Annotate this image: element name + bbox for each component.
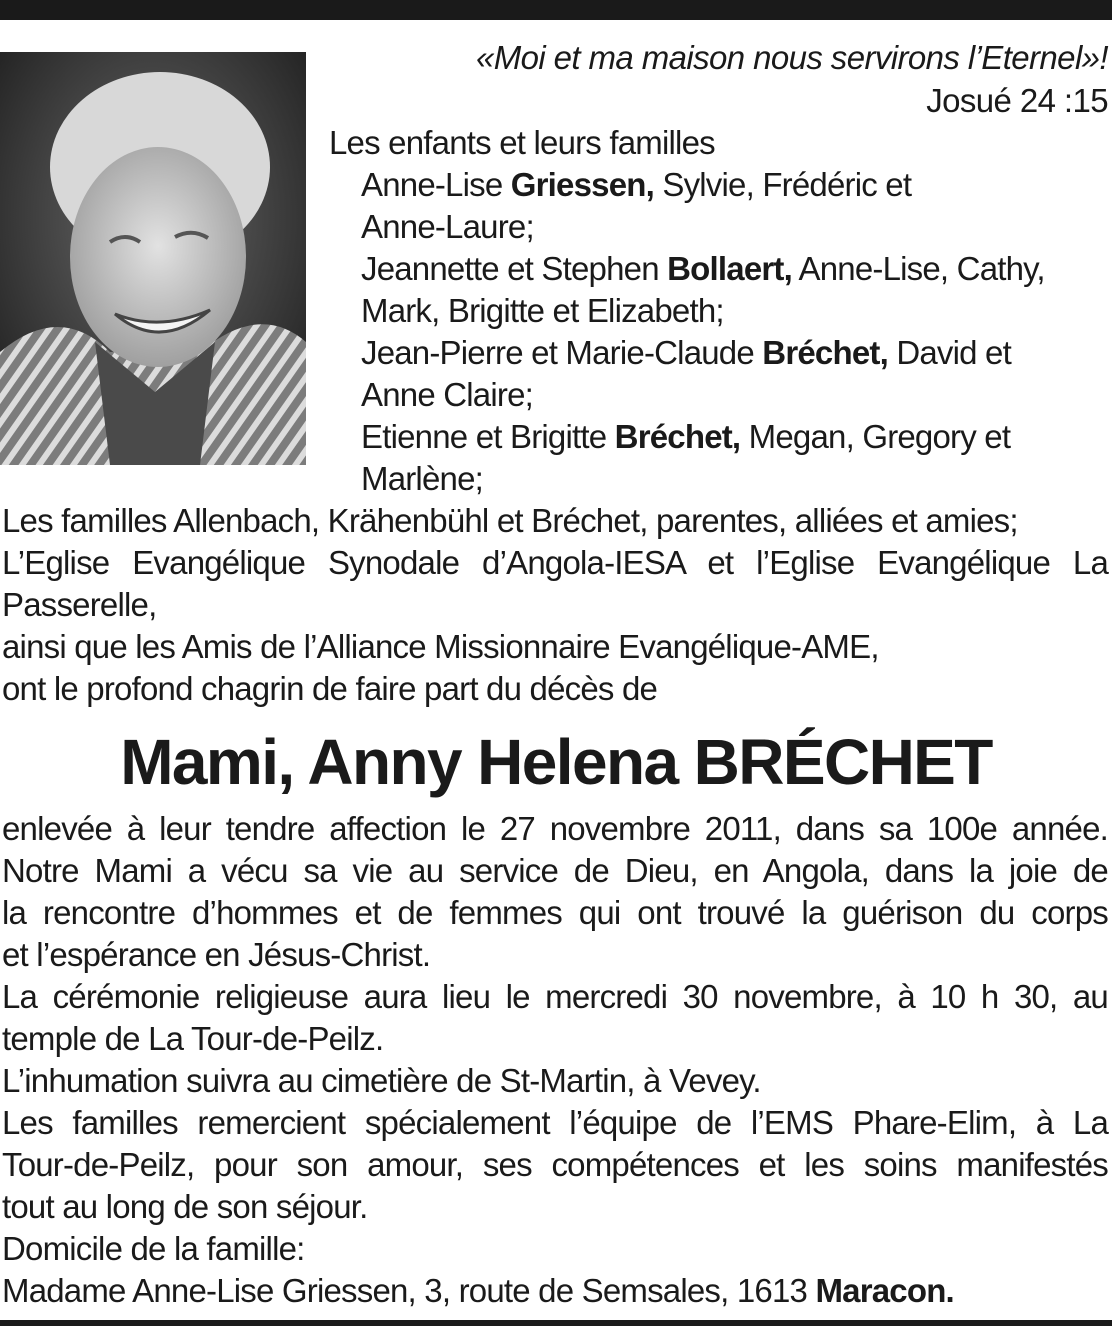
- other-mourners: [2, 500, 1108, 710]
- family-line: Anne Claire;: [361, 376, 533, 413]
- mourners-line: L’Eglise Evangélique Synodale d’Angola-IESA et l’Eglise Evangélique La: [2, 544, 1108, 581]
- address-place: Maracon.: [815, 1272, 954, 1309]
- families-intro: Les enfants et leurs familles: [329, 124, 715, 161]
- family-surname: Griessen,: [510, 166, 654, 203]
- mourners-line: Les familles Allenbach, Krähenbühl et Bréchet, parentes, alliées et amies;: [2, 502, 1018, 539]
- family-line: Mark, Brigitte et Elizabeth;: [361, 292, 724, 329]
- body-line: Notre Mami a vécu sa vie au service de Dieu, en Angola, dans la joie de: [2, 852, 1108, 889]
- body-line: Domicile de la famille:: [2, 1230, 305, 1267]
- bible-quote: «Moi et ma maison nous servirons l’Eternel»!: [475, 39, 1108, 76]
- portrait-photo: [0, 52, 306, 465]
- bible-reference: Josué 24 :15: [926, 82, 1108, 119]
- mourners-line: ainsi que les Amis de l’Alliance Missionnaire Evangélique-AME,: [2, 628, 879, 665]
- family-text: Anne-Lise: [361, 166, 511, 203]
- family-text: David et: [887, 334, 1011, 371]
- body-line: tout au long de son séjour.: [2, 1188, 368, 1225]
- family-line: Anne-Laure;: [361, 208, 534, 245]
- family-surname: Bréchet,: [614, 418, 741, 455]
- mourners-line: Passerelle,: [2, 586, 157, 623]
- family-surname: Bréchet,: [762, 334, 888, 371]
- family-line: Marlène;: [361, 460, 483, 497]
- deceased-name: Mami, Anny Helena BRÉCHET: [120, 726, 992, 798]
- body-line: enlevée à leur tendre affection le 27 novembre 2011, dans sa 100e année.: [2, 810, 1108, 847]
- body-line: et l’espérance en Jésus-Christ.: [2, 936, 431, 973]
- family-line: [361, 416, 1045, 458]
- body-line: Tour-de-Peilz, pour son amour, ses compétences et les soins manifestés: [2, 1146, 1108, 1183]
- family-text: Etienne et Brigitte: [361, 418, 615, 455]
- family-surname: Bollaert,: [667, 250, 792, 287]
- body-line: La cérémonie religieuse aura lieu le mercredi 30 novembre, à 10 h 30, au: [2, 978, 1108, 1015]
- body-line: la rencontre d’hommes et de femmes qui ont trouvé la guérison du corps: [2, 894, 1108, 931]
- mourners-line: ont le profond chagrin de faire part du décès de: [2, 670, 658, 707]
- address-text: Madame Anne-Lise Griessen, 3, route de Semsales, 1613: [2, 1272, 816, 1309]
- family-line: [361, 248, 1045, 290]
- announcement-body: [2, 808, 1108, 1312]
- body-line: Les familles remercient spécialement l’équipe de l’EMS Phare-Elim, à La: [2, 1104, 1108, 1141]
- portrait-illustration: [0, 52, 306, 465]
- body-line: temple de La Tour-de-Peilz.: [2, 1020, 384, 1057]
- top-rule: [0, 0, 1112, 20]
- family-text: Jeannette et Stephen: [361, 250, 668, 287]
- family-text: Megan, Gregory et: [740, 418, 1011, 455]
- address-line: [2, 1270, 1108, 1312]
- family-text: Anne-Lise, Cathy,: [791, 250, 1045, 287]
- bottom-rule: [0, 1320, 1112, 1326]
- family-line: [361, 332, 1045, 374]
- family-line: [361, 164, 1045, 206]
- family-text: Jean-Pierre et Marie-Claude: [361, 334, 763, 371]
- family-text: Sylvie, Frédéric et: [653, 166, 912, 203]
- body-line: L’inhumation suivra au cimetière de St-Martin, à Vevey.: [2, 1062, 761, 1099]
- family-list: [361, 164, 1045, 500]
